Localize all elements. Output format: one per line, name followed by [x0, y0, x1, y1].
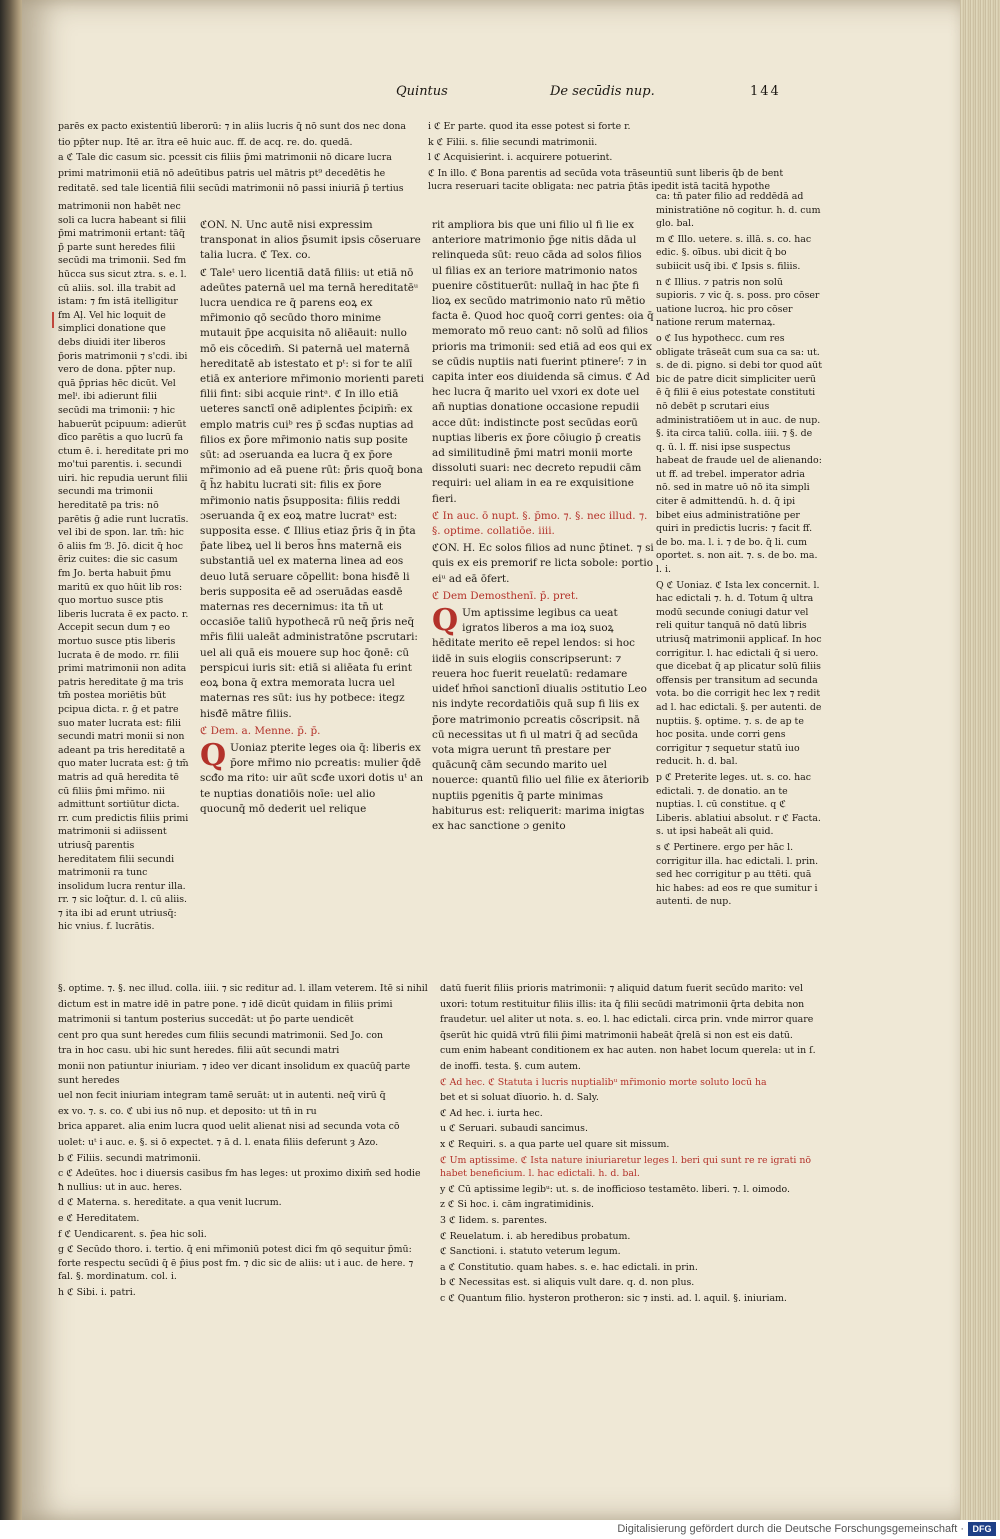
gloss-line: brica apparet. alia enim lucra quod uelit alienat nisi ad secunda vota cō	[58, 1121, 400, 1133]
gloss-line: q̄serūt hic quidā vtrū filii p̄imi matrimonii habeāt q̄relā si non est eis datū.	[440, 1029, 793, 1041]
initial-paragraph-text: Um aptissime legibus ca ueat igratos liberos a ma ioꝝ suoꝝ hēditate merito eē repel lendos: si hoc iidē in suis elogiis conscripserunt: ⁊ reuera hoc fuerit reuelatū: redamare uideť hm̄oi sanctionī diualis ɔstitutio Leo nis indyte recordatiōis quā sup fi liis ex p̄ore matrimonio pcreatis cōscripsit. nā cū necessitas ut fi ul matri q̄ ad secūda vota migra uerunt tn̄ prestare per quācunq̄ cām secundo marito uel nouerce: quantū filio uel filie ex āteriorib nuptiis pgenitis q̄ parte minimas habiturus est: reliquerit: marima inigtas ex hac sanctione ɔ genito	[432, 607, 649, 832]
gloss-left-column	[58, 200, 190, 980]
gloss-line: uel non fecit iniuriam integram tamē seruāt: ut in autenti. neq̄ virū q̄	[58, 1090, 386, 1102]
decorated-initial: Q	[432, 603, 459, 639]
gloss-line: matrimonii si tantum posterius succedāt: ut p̄o parte uendicēt	[58, 1014, 354, 1026]
gloss-rubric: ℭ Ad hec. ℭ Statuta i lucris nuptialibᵘ mr̄imonio morte soluto locū ha	[440, 1076, 767, 1088]
gloss-paragraph: o ℭ Ius hypothecc. cum res obligate trāseāt cum sua ca sa: ut. s. de di. pigno. si debi tor quod aūt bic de patre dicit simpliciter uerū ē q̄ filii ē eius potestate constituti nō debēt p scrutari eius administratiōem ut in auc. de nup. §. ita circa taliū. colla. iiii. ⁊ §. de q. ū. l. ff. nisi ipse suspectus habeat de fraude uel de alienando: ut ff. ad trebel. imperator adria nō. sed in matre uō nō ita simpli citer ē admittendū. h. d. q̄ ipi bibet eius administratiōne per quiri in predictis lucris: ⁊ facit ff. de bo. ma. l. i. ⁊ de bo. q̄ li. cum oportet. s. non ait. ⁊. s. de bo. ma. l. i.	[656, 332, 822, 576]
funding-credit-text: Digitalisierung gefördert durch die Deutsche Forschungsgemeinschaft ·	[617, 1523, 964, 1535]
gloss-note: e ℭ Hereditatem.	[58, 1212, 140, 1224]
header-book-title: Quintus	[396, 84, 448, 99]
gloss-line: y ℭ Cū aptissime legibᵘ: ut. s. de inofficioso testamēto. liberi. ⁊. l. oimodo.	[440, 1183, 790, 1195]
gloss-note: c ℭ Adeūtes. hoc i diuersis casibus fm has leges: ut proximo dixim̄ sed hodie ħ nullius: ut in auc. heres.	[58, 1168, 421, 1193]
main-paragraph: ℭ Taleᵗ uero licentiā datā filiis: ut etiā nō adeūtes paternā uel ma ternā hereditatēᵘ lucra uendica re q̄ parens eoꝝ ex mr̄imonio qō secūdo thoro minime mutauit p̄pe acquisita nō aliēauit: nullo mō eis cōcedim̄. Si paternā uel maternā hereditatē ab istestato et pᵗ: si for te aliī etiā ex anteriore mr̄imonio morienti pareti filii fint: sibi acquie rintᵃ. ℭ In illo etiā ueteres sanctī onē adiplentes p̄cipim̄: ex emplo matris cuiᵇ res p̄ scđas nuptias ad filios ex p̄ore mr̄imonio natis sup posite sūt: ad ɔseruanda ea lucra q̄ ex p̄ore mr̄imonio ad eā puene rūt: p̄ris quoq̄ bona q̄ h̄z habitu lucrati sit: filis ex p̄ore mr̄imonio natis p̄supposita: filiis reddi ɔseruanda q̄ ex eoꝝ matre lucratᵃ est: supposita esse. ℭ Illius etiaz p̄ris q̄ in p̄ta p̄ate libeꝝ uel li beros h̄ns maternā eis substantiā uel ex materna linea ad eos deuo lutā seruare cōpellit: bona hisđē li beris supposita eē ad ɔseruādas easdē maternas res decernimus: ita tn̄ ut occasiōe taliū hypothecā rū neq̄ p̄ris neq̄ mr̄is filii ualeāt administratōne pscrutari: uel ali quā eis mouere sup hoc q̄onē: cū perspicui iuris sit: etiā si aliēata fu erint eoꝝ bona q̄ extra memorata lucra uel maternas res sūt: ius hy potbece: itegz hisđē mātre filiis.	[200, 266, 424, 720]
decorated-initial: Q	[200, 737, 227, 773]
gloss-right-top	[428, 120, 788, 192]
gloss-top	[58, 120, 428, 200]
gloss-line: primi matrimonii etiā nō adeūtibus patris uel mātris pt⁹ decedētis he	[58, 167, 386, 179]
margin-mark	[52, 312, 54, 328]
main-paragraph-initial	[432, 603, 654, 834]
gloss-note: b ℭ Filiis. secundi matrimonii.	[58, 1152, 201, 1164]
gloss-line: ℭ Reuelatum. i. ab heredibus probatum.	[440, 1230, 631, 1242]
gloss-paragraph: n ℭ Illius. ⁊ patris non solū supioris. ⁊ vic q̄. s. poss. pro cōser uatione lucroꝝ. hic pro cōser natione rerum maternaꝝ.	[656, 276, 820, 329]
gloss-paragraph: s ℭ Pertinere. ergo per hāc l. corrigitur illa. hac edictali. l. prin. sed hec corrigitur p au ttēti. quā hic habes: ad eos re que sumitur i autenti. de nup.	[656, 841, 819, 908]
gloss-line: fraudetur. uel aliter ut nota. s. eo. l. hac edictali. circa prin. vnde mirror quare	[440, 1014, 814, 1026]
main-paragraph: rit ampliora bis que uni filio ul fi lie ex anteriore matrimonio p̄ge nitis dāda ul relinqueda sūt: reuo cāda ad solos filios ul filias ex an teriore matrimonio natos puenire cōstituerūt: nullaq̄ in hac p̄te fi lioꝝ ex secūdo matrimonio nato rū mētio facta ē. Quod hoc quoq̄ corri gentes: oia q̄ memorato mō reuo cant: nō solū ad filios prioris ma trimonii: sed etiā ad eos qui ex se cūdis nuptiis nati fuerint ptinereᶠ: ⁊ in capita inter eos diuidenda sā cimus. ℭ Ad hec lucra q̄ marito uel vxori ex dote uel añ nuptias donatione occasione repudii acce dūt: indistincte post secūdas eorū nuptias liberis ex p̄ore cōiugio p̄ creatis ad similitudinē p̄mi matri monii morte dissoluti suari: nec decreto repudii cām requiri: uel aliam in ea re exquisitione fieri.	[432, 219, 654, 505]
header-chapter-title: De secūdis nup.	[550, 84, 655, 99]
gloss-right-column	[656, 190, 822, 980]
gloss-line: k ℭ Filii. s. filie secundi matrimonii.	[428, 136, 598, 148]
rubric-heading: ℭ Dem Demosthenī. p̄. pret.	[432, 589, 579, 602]
gloss-rubric: ℭ Um aptissime. ℭ Ista nature iniuriaretur leges l. beri qui sunt re re igrati nō habet beneficium. l. hac edictali. h. d. bal.	[440, 1154, 812, 1180]
gloss-line: reditatē. sed tale licentiā filii secūdi matrimonii nō passi iniuriā p̄ tertius	[58, 183, 404, 195]
gloss-line: monii non patiuntur iniuriam. ⁊ ideo ver dicant insolidum ex quacūq̄ parte sunt heredes	[58, 1060, 411, 1086]
gloss-line: bet et si soluat dīuorio. h. d. Saly.	[440, 1092, 599, 1104]
running-header	[390, 84, 950, 106]
rubric-heading: ℭ In auc. ō nupt. §. p̄mo. ⁊. §. nec illud. ⁊. §. optime. collatiōe. iiii.	[432, 509, 648, 538]
gloss-note: g ℭ Secūdo thoro. i. tertio. q̄ eni mr̄imoniū potest dici fm qō sequitur p̄mū: forte respectu secūdi q̄ ē p̄ius post fm. ⁊ dic sic de aliis: ut i auc. de here. ⁊ fal. §. mordinatum. col. i.	[58, 1244, 414, 1283]
gloss-line: cum enim habeant conditionem ex hac auten. non habet locum querela: ut in ſ.	[440, 1045, 816, 1057]
page-number: 144	[750, 84, 781, 99]
gloss-line: z ℭ Si hoc. i. cām ingratimidinis.	[440, 1199, 595, 1211]
main-text-right	[432, 218, 654, 970]
gloss-line: u ℭ Seruari. subaudi sancimus.	[440, 1123, 588, 1135]
gloss-line: dictum est in matre idē in patre pone. ⁊ idē dicūt quidam in filiis primi	[58, 998, 393, 1010]
gloss-paragraph: Q ℭ Uoniaz. ℭ Ista lex concernit. l. hac edictali ⁊. h. d. Totum q̄ ultra modū secunde coniugi datur vel reli quitur tanquā nō datū libris utriusq̄ matrimonii applicaf. In hoc corrigitur. l. hac edictali q̄ si uero. que dicebat q̄ ap plicatur solū filiis offensis per transitum ad secunda vota. bo die corrigit hec lex ⁊ redit ad l. hac edictali. §. per autenti. de nuptiis. §. optime. ⁊. s. de ap te hoc posita. unde corri gens corrigitur ⁊ sequetur statū iuo reducit. h. d. bal.	[656, 579, 822, 768]
gloss-paragraph: matrimonii non habēt nec soli ca lucra habeant si filii p̄mi matrimonii ertant: tāq̄ p̄ parte sunt heredes filii secūdi ma trimonii. Sed fm hūcca sus sicut ztra. s. e. l. cū aliis. sol. illa trabit ad istam: ⁊ fm istā itelligitur fm Aļ. Vel hic loquit de simplici donatione que debs diuidi iter liberos p̄oris matrimonii ⁊ s'cdi. ibi vero de dona. pp̄ter nup. quā p̄prias hēc dicūt. Vel melⁱ. ibi adierunt filii secūdi ma trimonii: ⁊ hic habuerūt pcipuum: adierūt dīco parētis a quo lucrū fa ctum ē. i. hereditate pri mo mo'tui parentis. i. secundi uiri. hic repudia uerunt filii secundi ma trimonii hereditatē pa tris: nō parētis ḡ adie runt lucratīs. vel ibi de spon. lar. tm̄: hic ō aliis fm ℬ. Jō. dicit q̄ hoc ēriz cuites: die sic casum fm Jo. berta habuit p̄mu maritū ex quo hūit lib ros: quo mortuo susce ptis liberis lucrata ē ex pacto. r. Accepit secun dum ⁊ eo mortuo susce ptis liberis lucrata ē de modo. rr. filii primi matrimonii non adita patris hereditate ḡ ma tris tm̄ postea moriētis būt pcipua dicta. r. ḡ et patre suo mater lucrata est: filii secundi matri monii si non adeant pa tris hereditatē a quo mater lucrata est: ḡ tm̄ matris ad quā heredita tē cū filiis p̄mi mr̄imo. nii admittunt sortiūtur dicta. rr. cum predictis filiis primi matrimonii si adiissent utriusq̄ parentis hereditatem filii secundi matrimonii ra tunc insolidum lucra rentur illa. rr. ⁊ sic loq̄tur. d. l. cū aliis. ⁊ ita ibi ad erunt utriusq̄: hic vnius. f. lucrātis.	[58, 201, 189, 933]
gloss-bottom-left	[58, 982, 428, 1298]
gloss-line: l ℭ Acquisierint. i. acquirere potuerint.	[428, 152, 613, 164]
initial-paragraph-text: Uoniaz pterite leges oia q̄: liberis ex p̄ore mr̄imo nio pcreatis: mulier q̄dē scđo ma rito: uir aūt scđe uxori dotis uᵗ an te nuptias donatiōis noīe: uel alio quocunq̄ mō dederit uel relique	[200, 741, 424, 815]
gloss-line: §. optime. ⁊. §. nec illud. colla. iiii. ⁊ sic reditur ad. l. illam veterem. Itē si nihil	[58, 983, 428, 994]
gloss-line: tra in hoc casu. ubi hic sunt heredes. filii aūt secundi matri	[58, 1045, 340, 1057]
main-paragraph: ℭON. H. Ec solos filios ad nunc p̄tinet. ⁊ si quis ex eis premorif re licta sobole: portio eiᵘ ad eā ōfert.	[432, 542, 654, 585]
main-text-left	[200, 218, 424, 970]
gloss-line: uxori: totum restituitur filiis illis: ita q̄ filii secūdi matrimonii q̄rta debita non	[440, 998, 805, 1010]
gloss-line: cent pro qua sunt heredes cum filiis secundi matrimonii. Sed Jo. con	[58, 1029, 384, 1041]
digitization-credit-bar	[0, 1520, 1000, 1539]
gloss-line: uolet: uᵗ i auc. e. §. si ō expectet. ⁊ ā d. l. enata filiis deferunt ȝ Azo.	[58, 1136, 379, 1148]
page-stack-edge	[960, 0, 1000, 1539]
main-paragraph-initial	[200, 737, 424, 817]
gloss-paragraph: ca: tn̄ pater filio ad reddēdā ad ministratiōne nō cogitur. h. d. cum glo. bal.	[656, 191, 821, 230]
rubric-heading: ℭ Dem. a. Menne. p̄. p̄.	[200, 724, 321, 737]
gloss-note: d ℭ Materna. s. hereditate. a qua venit lucrum.	[58, 1197, 282, 1209]
gloss-line: c ℭ Quantum filio. hysteron protheron: sic ⁊ insti. ad. l. aquil. §. iniuriam.	[440, 1292, 787, 1304]
gloss-line: parēs ex pacto existentiū liberorū: ⁊ in aliis lucris q̄ nō sunt dos nec dona	[58, 121, 406, 132]
gloss-line: ℭ In illo. ℭ Bona parentis ad secūda vota trāseuntiū sunt liberis q̄b de bent lucra reseruari tacite obligata: nec patria p̄tās ipedit istā tacitā hypothe	[428, 167, 784, 193]
gloss-line: i ℭ Er parte. quod ita esse potest si forte r.	[428, 121, 631, 132]
gloss-line: de inoffi. testa. §. cum autem.	[440, 1060, 581, 1072]
gloss-line: datū fuerit filiis prioris matrimonii: ⁊ aliquid datum fuerit secūdo marito: vel	[440, 983, 803, 994]
main-paragraph: ℭON. N. Unc autē nisi expressim transponat in alios p̄sumit ipsis cōseruare talia lucra. ℭ Tex. co.	[200, 219, 421, 262]
gloss-line: a ℭ Tale dic casum sic. pcessit cis filiis p̄mi matrimonii nō dicare lucra	[58, 152, 392, 164]
gloss-line: 3 ℭ Iidem. s. parentes.	[440, 1214, 548, 1226]
gloss-line: x ℭ Requiri. s. a qua parte uel quare sit missum.	[440, 1138, 670, 1150]
gloss-line: b ℭ Necessitas est. si aliquis vult dare. q. d. non plus.	[440, 1277, 695, 1289]
gloss-note: f ℭ Uendicarent. s. p̄ea hic soli.	[58, 1228, 207, 1240]
gloss-note: h ℭ Sibi. i. patri.	[58, 1286, 136, 1298]
gloss-bottom-right	[440, 982, 824, 1304]
gloss-line: ℭ Sanctioni. i. statuto veterum legum.	[440, 1246, 621, 1258]
gloss-line: ℭ Ad hec. i. iurta hec.	[440, 1107, 543, 1119]
gloss-line: tio pp̄ter nup. Itē ar. ītra eē huic auc. ff. de acq. re. do. quedā.	[58, 136, 353, 148]
dfg-logo: DFG	[968, 1522, 996, 1536]
gloss-line: ex vo. ⁊. s. co. ℭ ubi ius nō nup. et deposito: ut tn̄ in ru	[58, 1105, 317, 1117]
gloss-paragraph: m ℭ Illo. uetere. s. illā. s. co. hac edic. §. oībus. ubi dicit q̄ bo subiicit usq̄ ibi. ℭ Ipsis s. filiis.	[656, 233, 812, 272]
gloss-line: a ℭ Constitutio. quam habes. s. e. hac edictali. in prin.	[440, 1261, 698, 1273]
gloss-paragraph: p ℭ Preterite leges. ut. s. co. hac edictali. ⁊. de donatio. an te nuptias. l. cū constitue. q ℭ Liberis. ablatiui absolut. r ℭ Facta. s. ut ipsi habeāt ali quid.	[656, 771, 821, 838]
